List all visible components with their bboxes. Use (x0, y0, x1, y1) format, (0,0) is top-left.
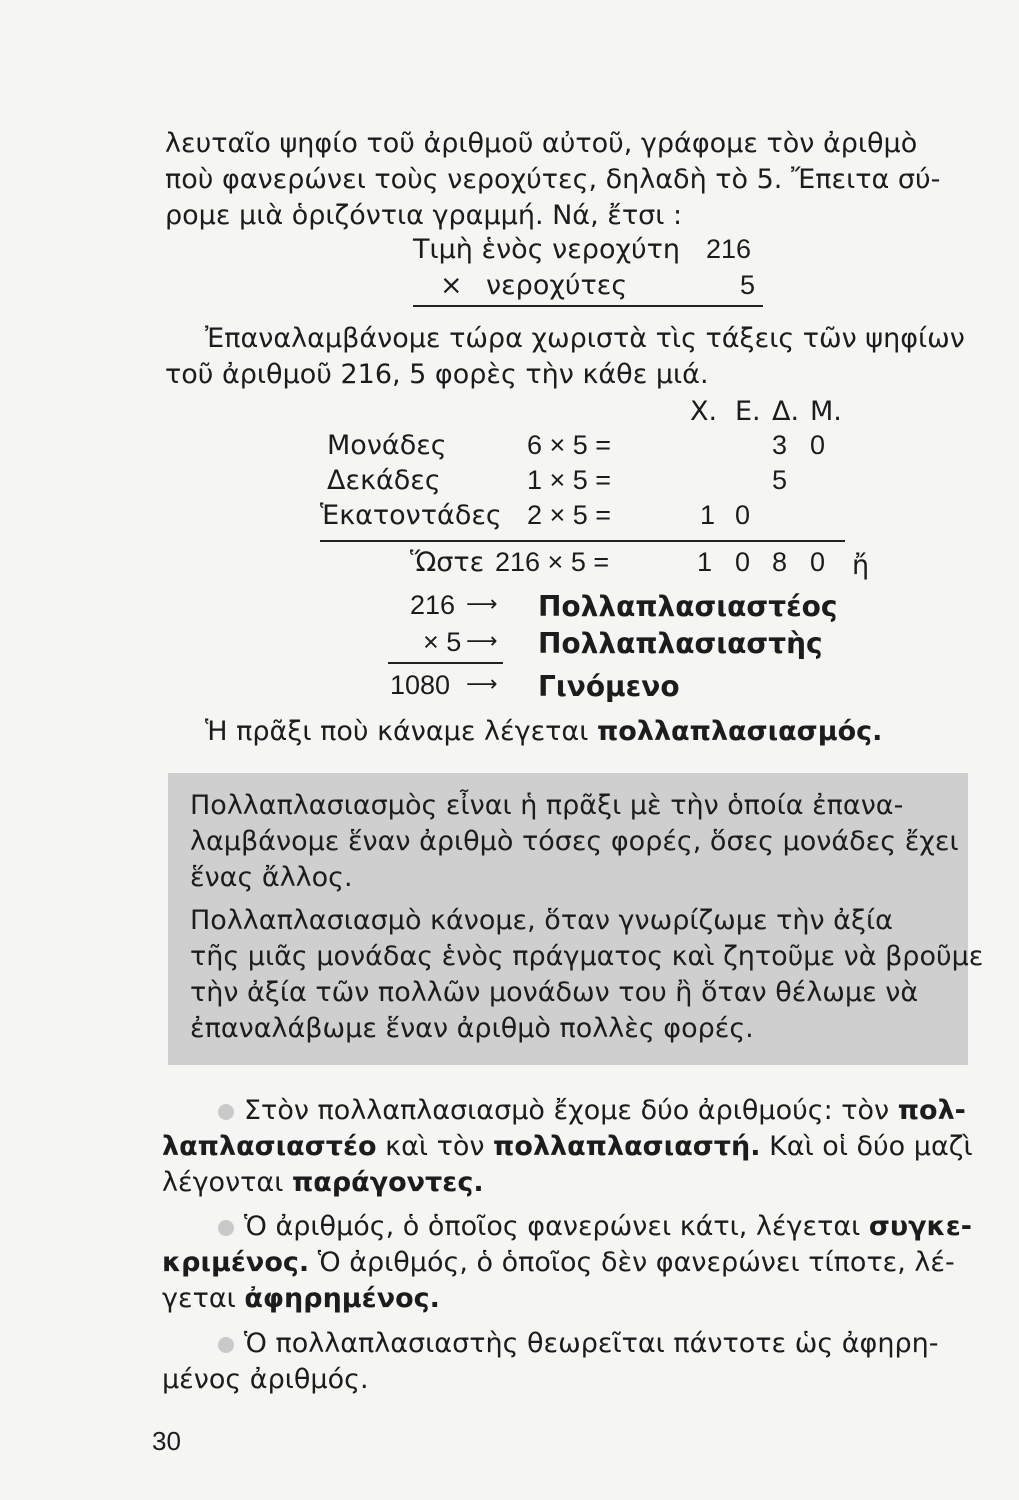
total-digit-m: 0 (810, 547, 826, 577)
bullet-icon (218, 1104, 234, 1120)
total-digit-x: 1 (697, 547, 713, 577)
note1-bold: πολ- (897, 1095, 966, 1126)
note1-text: Καὶ οἱ δύο μαζὶ (760, 1131, 973, 1162)
note2-text: Ὁ ἀριθμός, ὁ ὁποῖος φανερώνει κάτι, λέγεται (244, 1211, 869, 1242)
repeat-line-2: τοῦ ἀριθμοῦ 216, 5 φορὲς τὴν κάθε μιά. (165, 359, 709, 390)
row-hundreds-label: Ἑκατοντάδες (320, 500, 502, 531)
row-units-label: Μονάδες (327, 430, 447, 461)
intro-line-2: ποὺ φανερώνει τοὺς νεροχύτες, δηλαδὴ τὸ 5. Ἔπειτα σύ- (165, 164, 941, 195)
note1-bold-factors: παράγοντες. (291, 1167, 484, 1198)
total-digit-d: 8 (772, 547, 788, 577)
row-hundreds-digit-x: 1 (700, 500, 716, 530)
note2-text: Ὁ ἀριθμός, ὁ ὁποῖος δὲν φανερώνει τίποτε, λέ- (309, 1247, 955, 1278)
note1-line3 (162, 1167, 484, 1198)
first-mult-row2-label: νεροχύτες (486, 270, 628, 301)
total-digit-e: 0 (735, 547, 751, 577)
terms-rule (388, 662, 503, 664)
operation-name: πολλαπλασιασμός. (596, 716, 883, 747)
bullet-icon (218, 1220, 234, 1236)
definition-para2-line4: ἐπαναλάβωμε ἕναν ἀριθμὸ πολλὲς φορές. (190, 1013, 754, 1044)
note2-bold-abstract: ἀφηρημένος. (244, 1283, 440, 1314)
table-rule (320, 540, 845, 542)
term-multiplicand-value: 216 (410, 590, 456, 620)
row-units-expr: 6 × 5 = (527, 430, 612, 460)
note3-text: Ὁ πολλαπλασιαστὴς θεωρεῖται πάντοτε ὡς ἀφηρη- (244, 1328, 939, 1359)
operation-prefix: Ἡ πρᾶξι ποὺ κάναμε λέγεται (205, 716, 597, 747)
term-multiplier-name: Πολλαπλασιαστὴς (538, 627, 823, 660)
row-tens-digit-d: 5 (772, 465, 788, 495)
operation-sentence (205, 716, 882, 747)
note2-line1 (218, 1211, 972, 1242)
first-mult-row2-value: 5 (740, 270, 756, 300)
note1-line1 (218, 1095, 966, 1126)
header-tens: Δ. (772, 396, 800, 427)
note2-text: γεται (162, 1283, 245, 1314)
note3-line2: μένος ἀριθμός. (162, 1364, 369, 1395)
total-label: Ὥστε (410, 547, 485, 578)
row-units-digit-d: 3 (772, 430, 788, 460)
note1-line2 (162, 1131, 973, 1162)
total-suffix: ἤ (852, 550, 870, 581)
definition-para2-line3: τὴν ἀξία τῶν πολλῶν μονάδων του ἢ ὅταν θέλωμε νὰ (190, 977, 919, 1008)
first-mult-row1-label: Τιμὴ ἑνὸς νεροχύτη (413, 234, 681, 265)
first-mult-times-sign: × (440, 270, 463, 301)
first-mult-row1-value: 216 (706, 234, 752, 264)
term-multiplier-value: × 5 (423, 627, 462, 657)
total-expr: 216 × 5 = (495, 547, 610, 577)
term-multiplicand-name: Πολλαπλασιαστέος (538, 590, 838, 623)
bullet-icon (218, 1337, 234, 1353)
note2-bold: συγκε- (868, 1211, 972, 1242)
term-multiplicand-arrow: ⟶ (466, 592, 498, 617)
note2-line3 (162, 1283, 440, 1314)
note1-bold-multiplicand: λαπλασιαστέο (162, 1131, 377, 1162)
header-thousands: Χ. (690, 396, 718, 427)
term-multiplier-arrow: ⟶ (466, 629, 498, 654)
row-units-digit-m: 0 (810, 430, 826, 460)
note2-bold-concrete: κριμένος. (162, 1247, 310, 1278)
note1-text: Στὸν πολλαπλασιασμὸ ἔχομε δύο ἀριθμούς: τὸν (244, 1095, 898, 1126)
definition-para1-line1: Πολλαπλασιασμὸς εἶναι ἡ πρᾶξι μὲ τὴν ὁποία ἐπανα- (190, 790, 904, 821)
note1-text: λέγονται (162, 1167, 292, 1198)
term-product-value: 1080 (390, 670, 451, 700)
intro-line-3: ρομε μιὰ ὁριζόντια γραμμή. Νά, ἔτσι : (165, 200, 683, 231)
row-hundreds-digit-e: 0 (735, 500, 751, 530)
row-tens-expr: 1 × 5 = (527, 465, 612, 495)
definition-para1-line3: ἕνας ἄλλος. (190, 862, 353, 893)
row-hundreds-expr: 2 × 5 = (527, 500, 612, 530)
note1-text: καὶ τὸν (376, 1131, 494, 1162)
intro-line-1: λευταῖο ψηφίο τοῦ ἀριθμοῦ αὐτοῦ, γράφομε τὸν ἀριθμὸ (165, 128, 918, 159)
note1-bold-multiplier: πολλαπλασιαστή. (493, 1131, 761, 1162)
term-product-arrow: ⟶ (466, 672, 498, 697)
row-tens-label: Δεκάδες (327, 465, 441, 496)
header-hundreds: Ε. (735, 396, 761, 427)
repeat-line-1: Ἐπαναλαμβάνομε τώρα χωριστὰ τὶς τάξεις τῶν ψηφίων (205, 323, 965, 354)
term-product-name: Γινόμενο (538, 670, 680, 703)
note3-line1 (218, 1328, 938, 1359)
note2-line2 (162, 1247, 955, 1278)
definition-para1-line2: λαμβάνομε ἕναν ἀριθμὸ τόσες φορές, ὅσες μονάδες ἔχει (190, 826, 959, 857)
header-units: Μ. (810, 396, 842, 427)
definition-para2-line1: Πολλαπλασιασμὸ κάνομε, ὅταν γνωρίζωμε τὴν ἀξία (190, 905, 893, 936)
first-mult-rule (413, 305, 763, 307)
definition-para2-line2: τῆς μιᾶς μονάδας ἑνὸς πράγματος καὶ ζητοῦμε νὰ βροῦμε (190, 941, 984, 972)
page-number: 30 (152, 1426, 181, 1456)
